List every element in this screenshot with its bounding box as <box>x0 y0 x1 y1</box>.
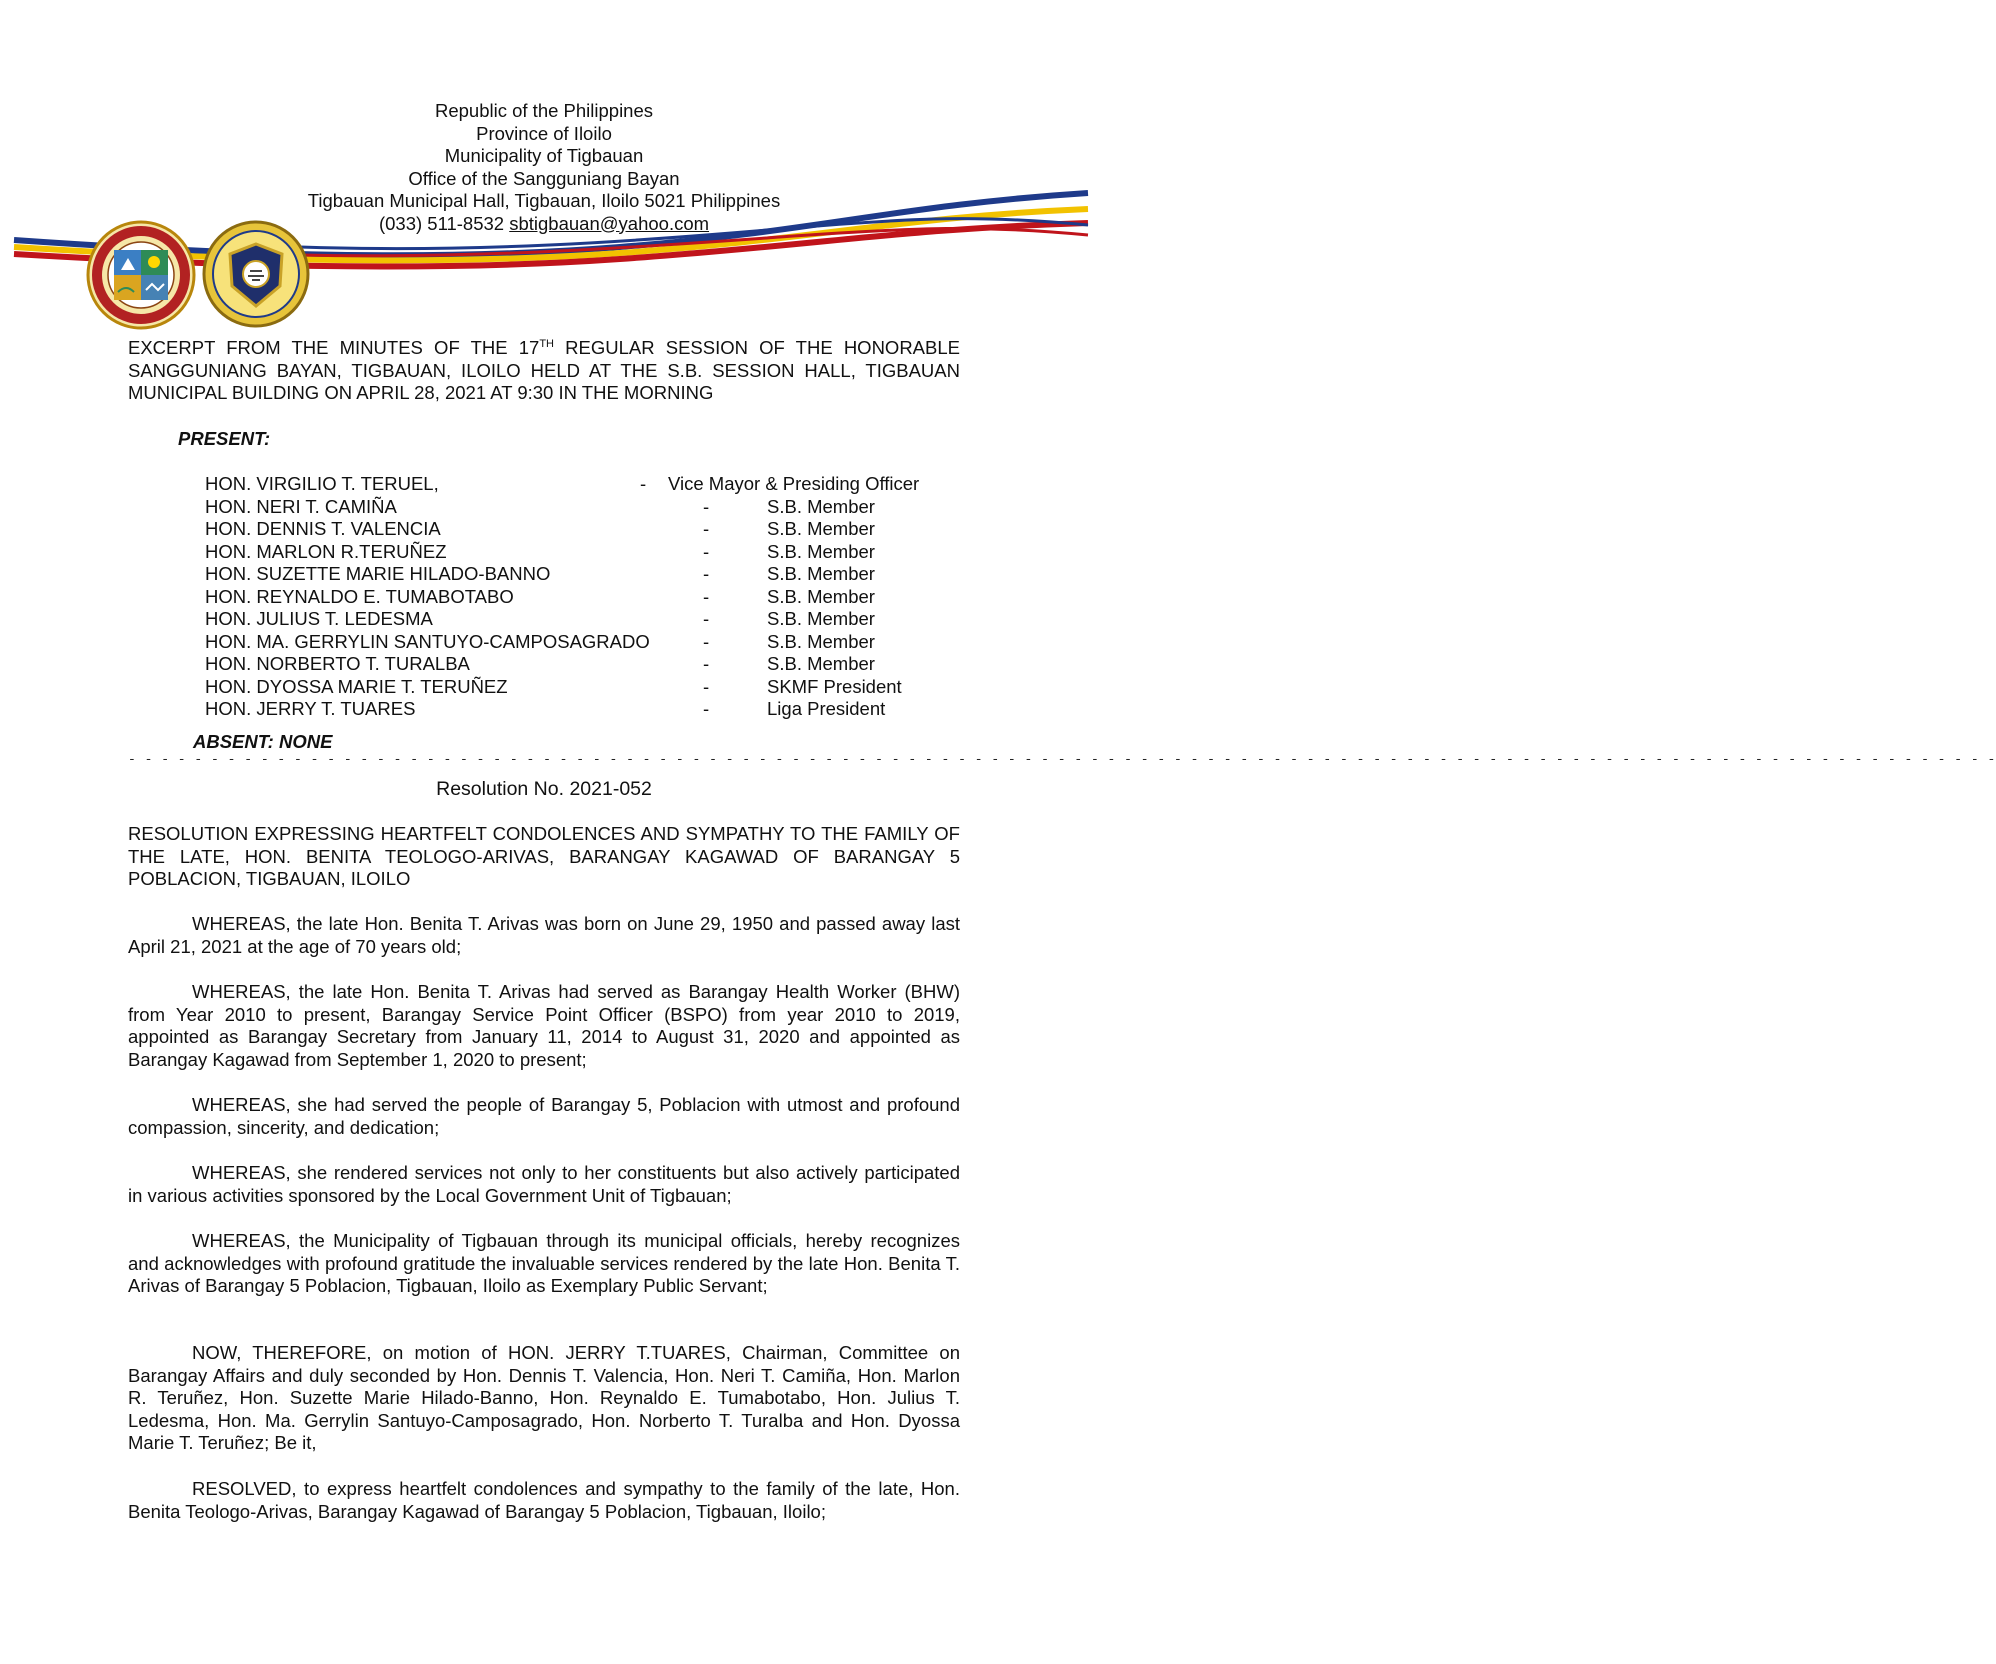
resolved-paragraph: RESOLVED, to express heartfelt condolences and sympathy to the family of the late, Hon. Benita Teologo-Arivas, Barangay Kagawad of Barangay 5 Poblacion, Tigbauan, Iloilo; <box>128 1478 960 1522</box>
sangguniang-bayan-seal-logo <box>202 220 310 328</box>
member-name: HON. JULIUS T. LEDESMA <box>205 608 433 629</box>
separator-dash: - <box>703 630 710 652</box>
member-name: HON. DENNIS T. VALENCIA <box>205 518 441 539</box>
separator-dash: - <box>703 540 710 562</box>
member-name: HON. MARLON R.TERUÑEZ <box>205 540 447 562</box>
letterhead-country: Republic of the Philippines <box>434 100 654 121</box>
attendance-row <box>0 586 1088 609</box>
minutes-excerpt-heading <box>128 337 960 405</box>
member-role: S.B. Member <box>767 518 875 539</box>
letterhead-province: Province of Iloilo <box>476 122 612 144</box>
attendance-row <box>0 631 1088 654</box>
excerpt-text-part2: REGULAR SESSION OF THE HONORABLE SANGGUNIANG BAYAN, TIGBAUAN, ILOILO HELD AT THE S.B. SESSION HALL, TIGBAUAN MUNICIPAL BUILDING ON APRIL 28, 2021 AT 9:30 IN THE MORNING <box>128 337 960 403</box>
separator-dash: - <box>703 675 710 697</box>
attendance-row <box>0 608 1088 631</box>
whereas-paragraph-2: WHEREAS, the late Hon. Benita T. Arivas had served as Barangay Health Worker (BHW) from Year 2010 to present, Barangay Service Point Officer (BSPO) from year 2010 to 2019, appointed as Barangay Secretary from January 11, 2014 to August 31, 2020 and appointed as Barangay Kagawad from September 1, 2020 to present; <box>128 981 960 1070</box>
absent-label: ABSENT: NONE <box>193 731 333 752</box>
attendance-row <box>0 653 1088 676</box>
attendance-list <box>0 473 1088 721</box>
separator-dash: - <box>703 495 710 517</box>
member-role: S.B. Member <box>767 608 875 629</box>
letterhead <box>0 100 1088 235</box>
member-role: S.B. Member <box>767 563 875 584</box>
member-name: HON. NERI T. CAMIÑA <box>205 495 397 517</box>
member-name: HON. DYOSSA MARIE T. TERUÑEZ <box>205 675 508 697</box>
letterhead-phone: (033) 511-8532 <box>378 212 505 234</box>
member-role: Liga President <box>767 698 886 719</box>
attendance-row <box>0 563 1088 586</box>
separator-dash: - <box>703 518 710 539</box>
letterhead-office: Office of the Sangguniang Bayan <box>408 167 680 189</box>
whereas-paragraph-5: WHEREAS, the Municipality of Tigbauan through its municipal officials, hereby recognizes and acknowledges with profound gratitude the invaluable services rendered by the late Hon. Benita T. Arivas of Barangay 5 Poblacion, Tigbauan, Iloilo as Exemplary Public Servant; <box>128 1230 960 1296</box>
separator-dash: - <box>703 653 710 674</box>
section-divider: - - - - - - - - - - - - - - - - - - - - - - - - - - - - - - - - - - - - - - - - - - - - - - - - - - - - - - - - - - - - - - - - - - - - - - - - - - - - - - - - - - - - - - - - - - - - - - - - - - - - - - - - - - - - - - - - - <box>128 752 1996 767</box>
separator-dash: - <box>703 585 710 607</box>
resolution-title: RESOLUTION EXPRESSING HEARTFELT CONDOLENCES AND SYMPATHY TO THE FAMILY OF THE LATE, HON. BENITA TEOLOGO-ARIVAS, BARANGAY KAGAWAD OF BARANGAY 5 POBLACION, TIGBAUAN, ILOILO <box>128 823 960 889</box>
present-label: PRESENT: <box>178 428 271 449</box>
separator-dash: - <box>640 473 647 494</box>
excerpt-text-part1: EXCERPT FROM THE MINUTES OF THE 17 <box>128 337 540 358</box>
attendance-row <box>0 496 1088 519</box>
member-role: S.B. Member <box>767 495 875 517</box>
member-name: HON. JERRY T. TUARES <box>205 698 416 719</box>
whereas-paragraph-1: WHEREAS, the late Hon. Benita T. Arivas was born on June 29, 1950 and passed away last April 21, 2021 at the age of 70 years old; <box>128 913 960 957</box>
member-name: HON. VIRGILIO T. TERUEL, <box>205 473 439 494</box>
member-role: SKMF President <box>767 675 902 697</box>
attendance-row <box>0 473 1088 496</box>
excerpt-ordinal-suffix: TH <box>539 337 554 350</box>
member-role: S.B. Member <box>767 630 875 652</box>
letterhead-municipality: Municipality of Tigbauan <box>444 145 644 166</box>
municipality-seal-logo <box>86 220 196 330</box>
letterhead-email-link[interactable]: sbtigbauan@yahoo.com <box>509 212 710 234</box>
separator-dash: - <box>703 608 710 629</box>
member-role: S.B. Member <box>767 653 875 674</box>
separator-dash: - <box>703 698 710 719</box>
whereas-paragraph-4: WHEREAS, she rendered services not only to her constituents but also actively participated in various activities sponsored by the Local Government Unit of Tigbauan; <box>128 1162 960 1206</box>
attendance-row <box>0 698 1088 721</box>
letterhead-address: Tigbauan Municipal Hall, Tigbauan, Iloilo 5021 Philippines <box>307 190 781 211</box>
member-role: Vice Mayor & Presiding Officer <box>668 473 920 494</box>
member-name: HON. NORBERTO T. TURALBA <box>205 653 470 674</box>
resolution-number: Resolution No. 2021-052 <box>436 778 652 800</box>
member-role: S.B. Member <box>767 585 875 607</box>
letterhead-contact <box>0 213 1088 236</box>
member-name: HON. SUZETTE MARIE HILADO-BANNO <box>205 563 551 584</box>
whereas-paragraph-3: WHEREAS, she had served the people of Barangay 5, Poblacion with utmost and profound compassion, sincerity, and dedication; <box>128 1094 960 1138</box>
attendance-row <box>0 541 1088 564</box>
member-name: HON. MA. GERRYLIN SANTUYO-CAMPOSAGRADO <box>205 630 650 652</box>
attendance-row <box>0 676 1088 699</box>
separator-dash: - <box>703 563 710 584</box>
member-role: S.B. Member <box>767 540 875 562</box>
attendance-row <box>0 518 1088 541</box>
member-name: HON. REYNALDO E. TUMABOTABO <box>205 585 514 607</box>
now-therefore-paragraph: NOW, THEREFORE, on motion of HON. JERRY T.TUARES, Chairman, Committee on Barangay Affairs and duly seconded by Hon. Dennis T. Valencia, Hon. Neri T. Camiña, Hon. Marlon R. Teruñez, Hon. Suzette Marie Hilado-Banno, Hon. Reynaldo E. Tumabotabo, Hon. Julius T. Ledesma, Hon. Ma. Gerrylin Santuyo-Camposagrado, Hon. Norberto T. Turalba and Hon. Dyossa Marie T. Teruñez; Be it, <box>128 1342 960 1453</box>
